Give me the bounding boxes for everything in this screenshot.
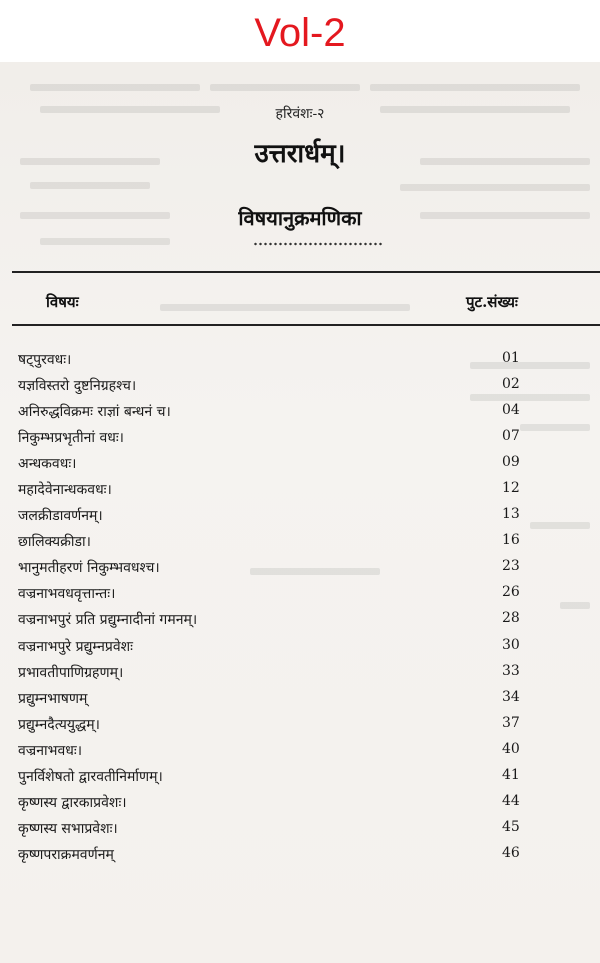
toc-entry-page: 02	[502, 376, 520, 393]
toc-entry-page: 04	[502, 402, 520, 419]
bleed-through-mark	[40, 238, 170, 245]
toc-entry-title: कृष्णपराक्रमवर्णनम्	[18, 846, 114, 863]
toc-entry-title: कृष्णस्य सभाप्रवेशः।	[18, 820, 118, 837]
toc-row	[0, 661, 600, 687]
toc-row	[0, 426, 600, 452]
toc-entry-title: जलक्रीडावर्णनम्।	[18, 508, 103, 525]
bleed-through-mark	[30, 84, 200, 91]
toc-row	[0, 478, 600, 504]
bleed-through-mark	[210, 84, 360, 91]
toc-entry-page: 46	[502, 844, 520, 861]
bleed-through-mark	[160, 304, 410, 311]
volume-label: Vol-2	[254, 11, 346, 55]
toc-row	[0, 635, 600, 661]
toc-row	[0, 556, 600, 582]
toc-row	[0, 791, 600, 817]
toc-entry-title: पुनर्विशेषतो द्वारवतीनिर्माणम्।	[18, 768, 163, 785]
bleed-through-mark	[370, 84, 580, 91]
toc-entry-page: 34	[502, 688, 520, 705]
toc-entry-title: षट्पुरवधः।	[18, 352, 72, 368]
toc-entry-page: 12	[502, 480, 520, 497]
toc-row	[0, 765, 600, 791]
toc-entry-title: वज्रनाभपुरे प्रद्युम्नप्रवेशः	[18, 638, 133, 655]
toc-row	[0, 739, 600, 765]
toc-entry-page: 44	[502, 792, 520, 809]
toc-entry-page: 07	[502, 428, 520, 445]
running-head: हरिवंशः-२	[275, 106, 325, 122]
contents-heading: विषयानुक्रमणिका	[238, 206, 362, 230]
toc-entry-title: वज्रनाभवधः।	[18, 742, 83, 759]
toc-row	[0, 713, 600, 739]
toc-row	[0, 608, 600, 634]
toc-entry-page: 41	[502, 766, 520, 783]
toc-row	[0, 452, 600, 478]
toc-entry-title: अनिरुद्धविक्रमः राज्ञां बन्धनं च।	[18, 404, 171, 421]
bleed-through-mark	[400, 184, 590, 191]
toc-entry-page: 37	[502, 714, 520, 731]
toc-entry-title: कृष्णस्य द्वारकाप्रवेशः।	[18, 794, 127, 811]
table-top-rule	[12, 271, 600, 273]
toc-entry-title: प्रभावतीपाणिग्रहणम्।	[18, 664, 124, 681]
toc-entry-page: 13	[502, 506, 520, 523]
toc-entry-title: भानुमतीहरणं निकुम्भवधश्च।	[18, 560, 160, 577]
column-header-page: पुट.संख्यः	[466, 293, 518, 311]
toc-entry-page: 09	[502, 454, 520, 471]
toc-entry-page: 28	[502, 610, 520, 627]
toc-entry-title: वज्रनाभवधवृत्तान्तः।	[18, 586, 116, 603]
column-header-subject: विषयः	[46, 293, 79, 311]
toc-row	[0, 843, 600, 869]
table-of-contents	[0, 348, 600, 869]
toc-row	[0, 400, 600, 426]
toc-entry-title: वज्रनाभपुरं प्रति प्रद्युम्नादीनां गमनम्।	[18, 612, 198, 629]
toc-entry-page: 23	[502, 558, 520, 575]
book-page	[0, 62, 600, 963]
toc-entry-title: प्रद्युम्नभाषणम्	[18, 690, 88, 707]
toc-row	[0, 504, 600, 530]
toc-entry-page: 45	[502, 818, 520, 835]
toc-entry-title: अन्धकवधः।	[18, 456, 77, 473]
toc-entry-title: प्रद्युम्नदैत्ययुद्धम्।	[18, 716, 100, 733]
toc-entry-title: यज्ञविस्तरो दुष्टनिग्रहश्च।	[18, 378, 137, 395]
toc-entry-page: 26	[502, 584, 520, 601]
decorative-rule	[253, 242, 383, 246]
toc-row	[0, 530, 600, 556]
toc-entry-page: 33	[502, 662, 520, 679]
toc-row	[0, 817, 600, 843]
toc-entry-title: छालिक्यक्रीडा।	[18, 534, 91, 551]
toc-entry-page: 16	[502, 532, 520, 549]
toc-entry-title: निकुम्भप्रभृतीनां वधः।	[18, 430, 124, 447]
toc-entry-title: महादेवेनान्धकवधः।	[18, 482, 112, 499]
toc-row	[0, 582, 600, 608]
toc-entry-page: 01	[502, 350, 520, 366]
toc-row	[0, 348, 600, 374]
top-banner	[0, 0, 600, 62]
toc-row	[0, 687, 600, 713]
table-header-rule	[12, 324, 600, 326]
page-title: उत्तरार्धम्।	[254, 139, 346, 169]
toc-entry-page: 40	[502, 740, 520, 757]
bleed-through-mark	[30, 182, 150, 189]
toc-row	[0, 374, 600, 400]
toc-entry-page: 30	[502, 636, 520, 653]
